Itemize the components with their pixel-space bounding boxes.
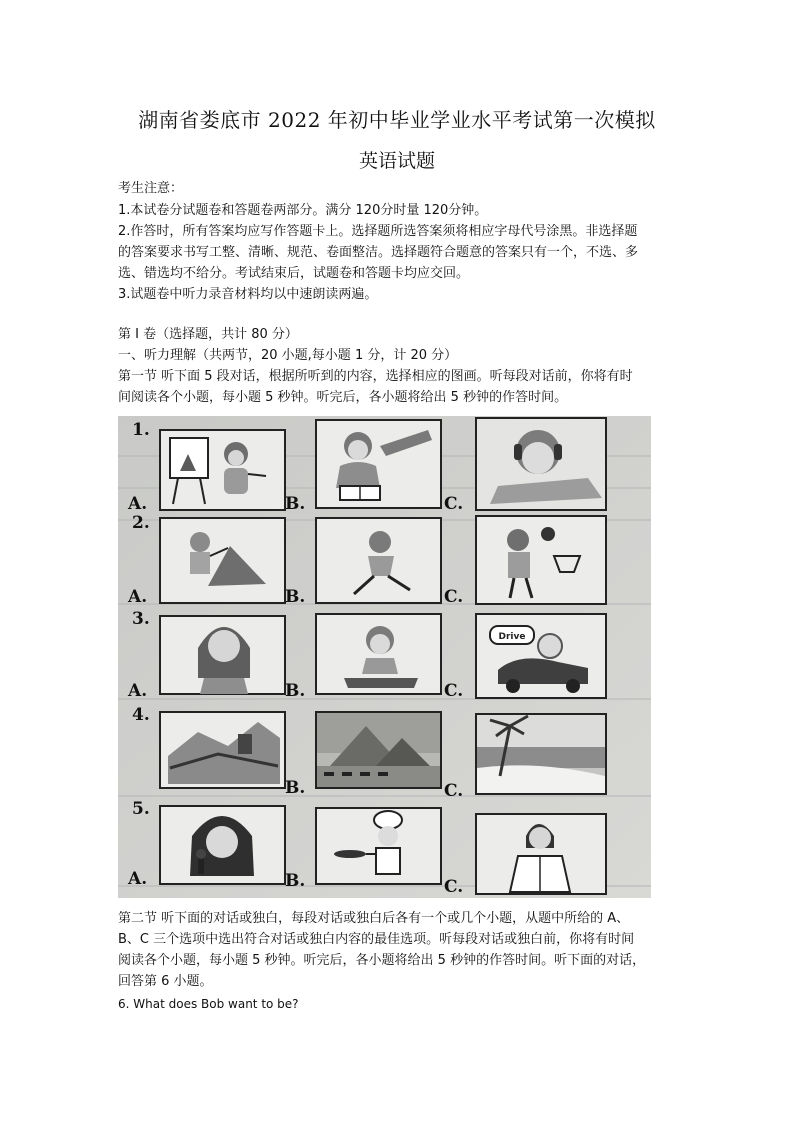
row-5 <box>127 799 606 897</box>
drive-sign-text: Drive <box>498 632 526 642</box>
section2-instructions-line-1: 第二节 听下面的对话或独白，每段对话或独白后各有一个或几个小题，从题中所给的 A、 <box>118 911 630 926</box>
notice-item-2-line-1: 2.作答时，所有答案均应写作答题卡上。选择题所选答案须将相应字母代号涂黑。非选择题 <box>118 224 638 239</box>
section2-instructions-line-3: 阅读各个小题，每小题 5 秒钟。听完后，各小题将给出 5 秒钟的作答时间。听下面的对话， <box>118 953 646 968</box>
option-label: C. <box>444 781 464 801</box>
notice-item-2-line-2: 的答案要求书写工整、清晰、规范、卷面整洁。选择题符合题意的答案只有一个，不选、多 <box>118 245 639 260</box>
option-label: B. <box>285 778 306 798</box>
question-number-3: 3. <box>132 609 150 629</box>
option-label: A. <box>128 494 148 514</box>
option-label: A. <box>128 869 148 889</box>
listening-pictures <box>118 416 651 898</box>
part-heading: 第 I 卷（选择题，共计 80 分） <box>118 327 298 342</box>
option-label: B. <box>285 587 306 607</box>
beach-icon <box>477 715 605 793</box>
question-number-5: 5. <box>132 799 150 819</box>
option-label: B. <box>285 681 306 701</box>
row-2 <box>127 513 606 607</box>
page-title: 湖南省娄底市 2022 年初中毕业学业水平考试第一次模拟 <box>138 108 656 132</box>
notice-item-1: 1.本试卷分试题卷和答题卷两部分。满分 120分时量 120分钟。 <box>118 203 488 218</box>
page-subtitle: 英语试题 <box>358 150 435 172</box>
option-label: C. <box>444 494 464 514</box>
notice-item-3: 3.试题卷中听力录音材料均以中速朗读两遍。 <box>118 287 378 302</box>
option-label: B. <box>285 494 306 514</box>
row-3 <box>127 609 606 701</box>
pyramids-icon <box>317 713 440 787</box>
section2-instructions-line-4: 回答第 6 小题。 <box>118 974 213 989</box>
section1-instructions-line-1: 第一节 听下面 5 段对话，根据所听到的内容，选择相应的图画。听每段对话前，你将有时 <box>118 369 633 384</box>
row-4 <box>132 705 606 801</box>
option-label: C. <box>444 877 464 897</box>
section1-instructions-line-2: 间阅读各个小题，每小题 5 秒钟。听完后，各小题将给出 5 秒钟的作答时间。 <box>118 390 568 405</box>
question-number-1: 1. <box>132 420 150 440</box>
notice-heading: 考生注意： <box>118 181 184 196</box>
option-label: A. <box>128 587 148 607</box>
notice-item-2-line-3: 选、错选均不给分。考试结束后，试题卷和答题卡均应交回。 <box>118 266 470 281</box>
question-6: 6. What does Bob want to be? <box>118 997 299 1011</box>
option-label: B. <box>285 871 306 891</box>
option-label: A. <box>128 681 148 701</box>
section2-instructions-line-2: B、C 三个选项中选出符合对话或独白内容的最佳选项。听每段对话或独白前，你将有时间 <box>118 932 635 947</box>
option-label: C. <box>444 587 464 607</box>
section-heading: 一、听力理解（共两节，20 小题,每小题 1 分，计 20 分） <box>118 348 458 363</box>
question-number-4: 4. <box>132 705 150 725</box>
option-label: C. <box>444 681 464 701</box>
question-number-2: 2. <box>132 513 150 533</box>
row-1 <box>127 418 606 514</box>
